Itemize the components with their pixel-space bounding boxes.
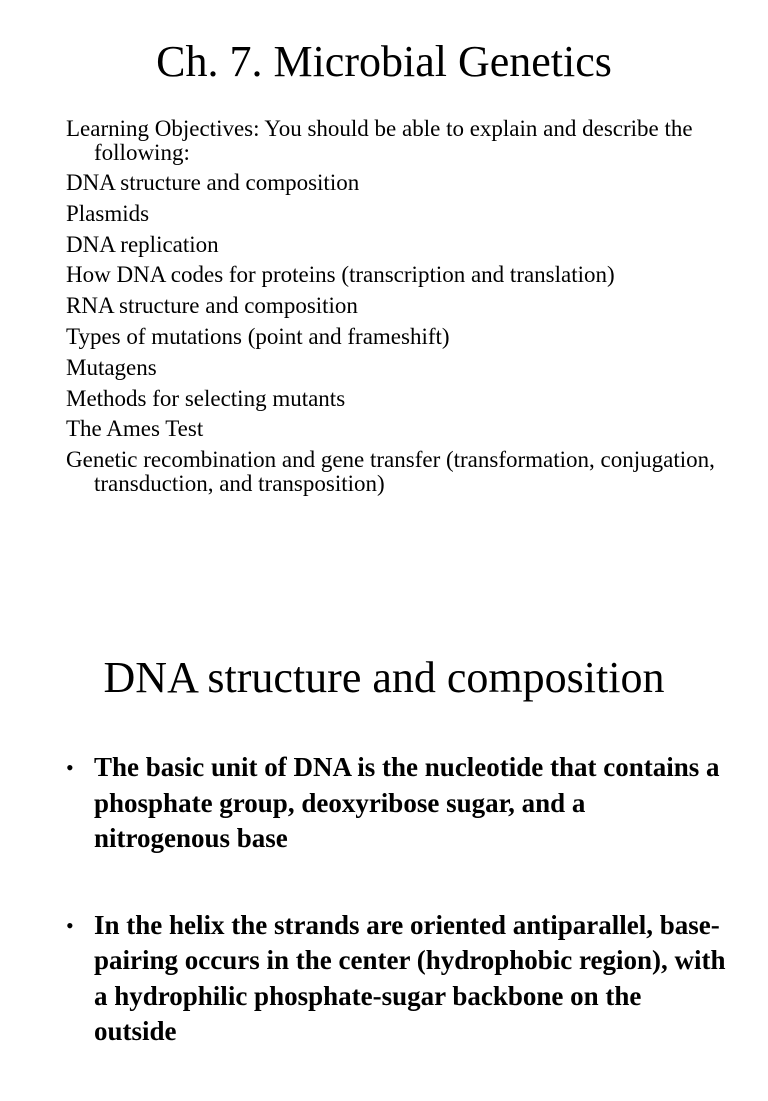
bullet-item: [66, 908, 726, 1050]
objective-item: Types of mutations (point and frameshift): [66, 323, 450, 349]
slide-dna-structure: [0, 620, 768, 1046]
objective-item: DNA replication: [66, 231, 219, 257]
objectives-list: [66, 171, 726, 496]
objectives-intro: Learning Objectives: You should be able to explain and describe the following:: [66, 116, 693, 165]
objective-item: Plasmids: [66, 200, 150, 226]
objective-item: DNA structure and composition: [66, 170, 360, 195]
objective-item: How DNA codes for proteins (transcription and translation): [66, 262, 615, 288]
objective-item: Genetic recombination and gene transfer (transformation, conjugation, transduction, and transposition): [66, 447, 715, 497]
objective-item: Methods for selecting mutants: [66, 385, 346, 411]
slide-title: DNA structure and composition: [103, 653, 665, 702]
bullet-item: [66, 750, 726, 857]
bullet-text: The basic unit of DNA is the nucleotide that contains a phosphate group, deoxyribose sugar, and a nitrogenous base: [94, 752, 720, 853]
bullet-list: [66, 750, 726, 1101]
objective-item: RNA structure and composition: [66, 293, 358, 319]
bullet-icon: •: [66, 912, 74, 938]
slide-title: Ch. 7. Microbial Genetics: [156, 37, 612, 86]
objective-item: Mutagens: [66, 354, 157, 380]
bullet-icon: •: [66, 755, 74, 780]
objectives-block: [66, 117, 726, 503]
objective-item: The Ames Test: [66, 416, 204, 442]
bullet-text: In the helix the strands are oriented antiparallel, base-pairing occurs in the center (hydrophobic region), with a hydrophilic phosphate-sugar backbone on the outside: [94, 909, 726, 1046]
